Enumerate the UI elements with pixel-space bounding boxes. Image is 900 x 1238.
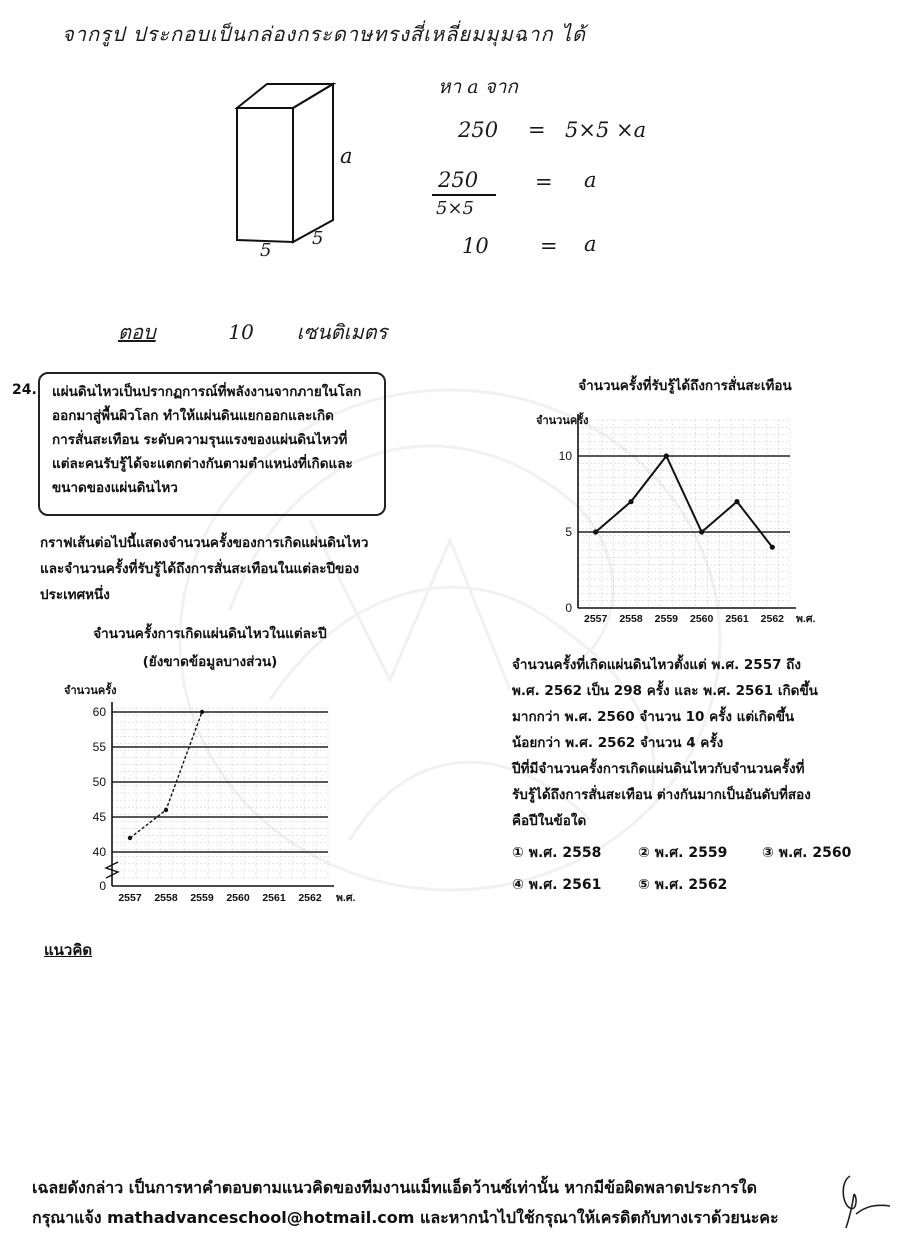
chart2-x-tick-label: 2561 xyxy=(725,613,749,625)
eq3-left: 10 xyxy=(462,234,489,258)
question-description xyxy=(40,530,390,608)
chart1-y-tick-label: 60 xyxy=(92,705,106,719)
problem-line: จำนวนครั้งที่เกิดแผ่นดินไหวตั้งแต่ พ.ศ. 2557 ถึง xyxy=(512,657,801,673)
chart2-title: จำนวนครั้งที่รับรู้ได้ถึงการสั่นสะเทือน xyxy=(578,378,792,394)
answer-options xyxy=(512,842,892,902)
chart1-y-tick-label: 40 xyxy=(92,845,106,859)
chart2-data-point xyxy=(770,545,775,550)
chart2-data-point xyxy=(699,529,704,534)
option-1[interactable]: ① พ.ศ. 2558 xyxy=(512,845,602,861)
problem-statement xyxy=(512,652,892,834)
footer-line2: กรุณาแจ้ง mathadvanceschool@hotmail.com และหากนำไปใช้กรุณาให้เครดิตกับทางเราด้วยนะคะ xyxy=(32,1208,779,1227)
chart2-x-axis-label: พ.ศ. xyxy=(796,613,816,625)
chart1-title: จำนวนครั้งการเกิดแผ่นดินไหวในแต่ละปี xyxy=(93,626,327,642)
desc-line: กราฟเส้นต่อไปนี้แสดงจำนวนครั้งของการเกิดแผ่นดินไหว xyxy=(40,535,369,551)
chart2-x-tick-label: 2558 xyxy=(619,613,643,625)
eq2-right: a xyxy=(584,168,597,192)
eq2-eq: = xyxy=(535,170,553,194)
problem-line: น้อยกว่า พ.ศ. 2562 จำนวน 4 ครั้ง xyxy=(512,735,724,751)
box-line: ขนาดของแผ่นดินไหว xyxy=(52,480,178,496)
box-figure xyxy=(225,80,375,260)
chart2-data-point xyxy=(734,499,739,504)
footer-line1: เฉลยดังกล่าว เป็นการหาคำตอบตามแนวคิดของทีมงานแม็ทแอ็ดว้านซ์เท่านั้น หากมีข้อผิดพลาดประการใด xyxy=(32,1178,757,1197)
chart2-y-axis-label: จำนวนครั้ง xyxy=(536,415,589,427)
eq1-right: 5×5 ×a xyxy=(565,118,647,142)
chart1-data-point xyxy=(128,836,132,840)
chart1-data-point xyxy=(200,710,204,714)
chart2-felt-tremors xyxy=(520,398,850,628)
problem-line: คือปีในข้อใด xyxy=(512,813,587,829)
guide-heading: แนวคิด xyxy=(44,941,93,959)
option-2[interactable]: ② พ.ศ. 2559 xyxy=(638,845,728,861)
chart2-y-tick-label: 10 xyxy=(558,449,572,463)
dim-a: a xyxy=(340,144,353,168)
question-box xyxy=(38,372,386,516)
chart1-earthquakes xyxy=(60,674,360,904)
chart1-y-tick-label: 0 xyxy=(99,879,106,893)
chart1-subtitle: (ยังขาดข้อมูลบางส่วน) xyxy=(142,654,278,670)
signature-mark xyxy=(836,1168,892,1232)
question-box-text xyxy=(52,380,382,500)
box-line: การสั่นสะเทือน ระดับความรุนแรงของแผ่นดินไหวที่ xyxy=(52,432,348,448)
eq3-right: a xyxy=(584,232,597,256)
chart1-y-tick-label: 55 xyxy=(92,740,106,754)
chart2-data-point xyxy=(593,529,598,534)
answer-label: ตอบ xyxy=(118,320,156,344)
answer-line xyxy=(118,316,387,348)
chart2-data-point xyxy=(664,453,669,458)
option-5[interactable]: ⑤ พ.ศ. 2562 xyxy=(638,877,728,893)
intro-line: จากรูป ประกอบเป็นกล่องกระดาษทรงสี่เหลี่ยมมุมฉาก ได้ xyxy=(62,22,587,46)
problem-line: ปีที่มีจำนวนครั้งการเกิดแผ่นดินไหวกับจำนวนครั้งที่ xyxy=(512,761,805,777)
eq2-num: 250 xyxy=(438,168,479,192)
chart1-x-tick-label: 2562 xyxy=(298,892,322,904)
chart2-x-tick-label: 2557 xyxy=(583,613,608,625)
chart2-x-tick-label: 2560 xyxy=(689,613,714,625)
desc-line: ประเทศหนึ่ง xyxy=(40,587,110,603)
dim-base1: 5 xyxy=(260,240,272,261)
eq3-eq: = xyxy=(540,234,558,258)
fraction-bar xyxy=(432,194,496,196)
problem-line: รับรู้ได้ถึงการสั่นสะเทือน ต่างกันมากเป็นอันดับที่สอง xyxy=(512,787,811,803)
chart1-x-tick-label: 2559 xyxy=(190,892,214,904)
chart1-data-point xyxy=(164,808,168,812)
eq1-eq: = xyxy=(528,118,546,142)
chart1-axis-break xyxy=(106,862,118,878)
chart1-x-tick-label: 2557 xyxy=(118,892,142,904)
chart2-y-tick-label: 0 xyxy=(565,601,572,615)
dim-base2: 5 xyxy=(312,228,324,249)
chart2-x-tick-label: 2562 xyxy=(760,613,785,625)
box-line: แต่ละคนรับรู้ได้จะแตกต่างกันตามตำแหน่งที่เกิดและ xyxy=(52,456,353,472)
chart1-x-tick-label: 2560 xyxy=(226,892,250,904)
box-line: ออกมาสู่พื้นผิวโลก ทำให้แผ่นดินแยกออกและเกิด xyxy=(52,408,334,424)
question-number: 24. xyxy=(12,382,37,398)
find-a: หา a จาก xyxy=(438,76,518,98)
chart1-series-line xyxy=(130,712,202,838)
option-3[interactable]: ③ พ.ศ. 2560 xyxy=(762,845,852,861)
chart1-y-tick-label: 45 xyxy=(92,810,106,824)
chart1-y-tick-label: 50 xyxy=(92,775,106,789)
answer-value: 10 xyxy=(228,320,254,344)
desc-line: และจำนวนครั้งที่รับรู้ได้ถึงการสั่นสะเทือนในแต่ละปีของ xyxy=(40,561,360,577)
chart1-x-tick-label: 2558 xyxy=(154,892,178,904)
chart1-y-axis-label: จำนวนครั้ง xyxy=(64,685,117,697)
chart1-x-tick-label: 2561 xyxy=(262,892,286,904)
problem-line: พ.ศ. 2562 เป็น 298 ครั้ง และ พ.ศ. 2561 เกิดขึ้น xyxy=(512,683,818,699)
chart2-y-tick-label: 5 xyxy=(565,525,572,539)
box-line: แผ่นดินไหวเป็นปรากฏการณ์ที่พลังงานจากภายในโลก xyxy=(52,384,362,400)
option-4[interactable]: ④ พ.ศ. 2561 xyxy=(512,877,602,893)
chart2-x-tick-label: 2559 xyxy=(654,613,679,625)
problem-line: มากกว่า พ.ศ. 2560 จำนวน 10 ครั้ง แต่เกิดขึ้น xyxy=(512,709,795,725)
chart2-data-point xyxy=(628,499,633,504)
answer-unit: เซนติเมตร xyxy=(296,320,388,344)
eq2-den: 5×5 xyxy=(436,198,474,219)
chart1-x-axis-label: พ.ศ. xyxy=(336,892,356,904)
eq1-left: 250 xyxy=(458,118,499,142)
